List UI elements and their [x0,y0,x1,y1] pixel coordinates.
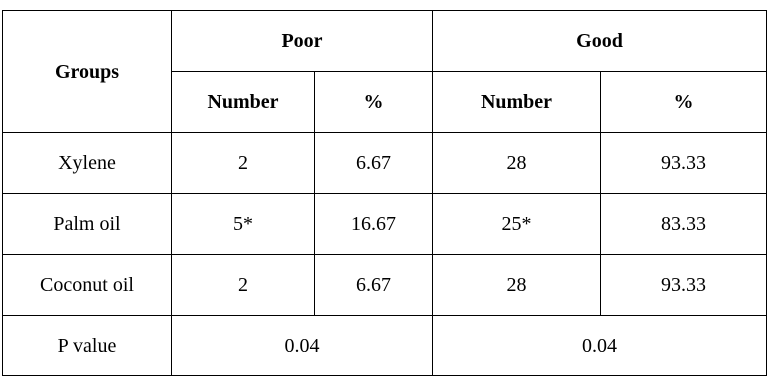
good-number-header: Number [433,72,601,133]
header-row-top [3,11,767,72]
poor-percent-cell: 6.67 [315,133,433,194]
poor-number-header: Number [172,72,315,133]
groups-header: Groups [3,11,172,133]
p-value-label: P value [3,316,172,376]
table-row-p-value [3,316,767,376]
good-number-cell: 25* [433,194,601,255]
good-percent-header: % [601,72,767,133]
results-table [2,10,767,376]
good-percent-cell: 93.33 [601,255,767,316]
poor-number-cell: 2 [172,133,315,194]
group-cell: Palm oil [3,194,172,255]
good-number-cell: 28 [433,255,601,316]
poor-percent-cell: 16.67 [315,194,433,255]
poor-header: Poor [172,11,433,72]
good-number-cell: 28 [433,133,601,194]
table-row-xylene [3,133,767,194]
p-value-good: 0.04 [433,316,767,376]
group-cell: Xylene [3,133,172,194]
poor-percent-cell: 6.67 [315,255,433,316]
poor-percent-header: % [315,72,433,133]
poor-number-cell: 5* [172,194,315,255]
table-row-palm-oil [3,194,767,255]
table-row-coconut-oil [3,255,767,316]
p-value-poor: 0.04 [172,316,433,376]
poor-number-cell: 2 [172,255,315,316]
good-header: Good [433,11,767,72]
good-percent-cell: 83.33 [601,194,767,255]
good-percent-cell: 93.33 [601,133,767,194]
group-cell: Coconut oil [3,255,172,316]
